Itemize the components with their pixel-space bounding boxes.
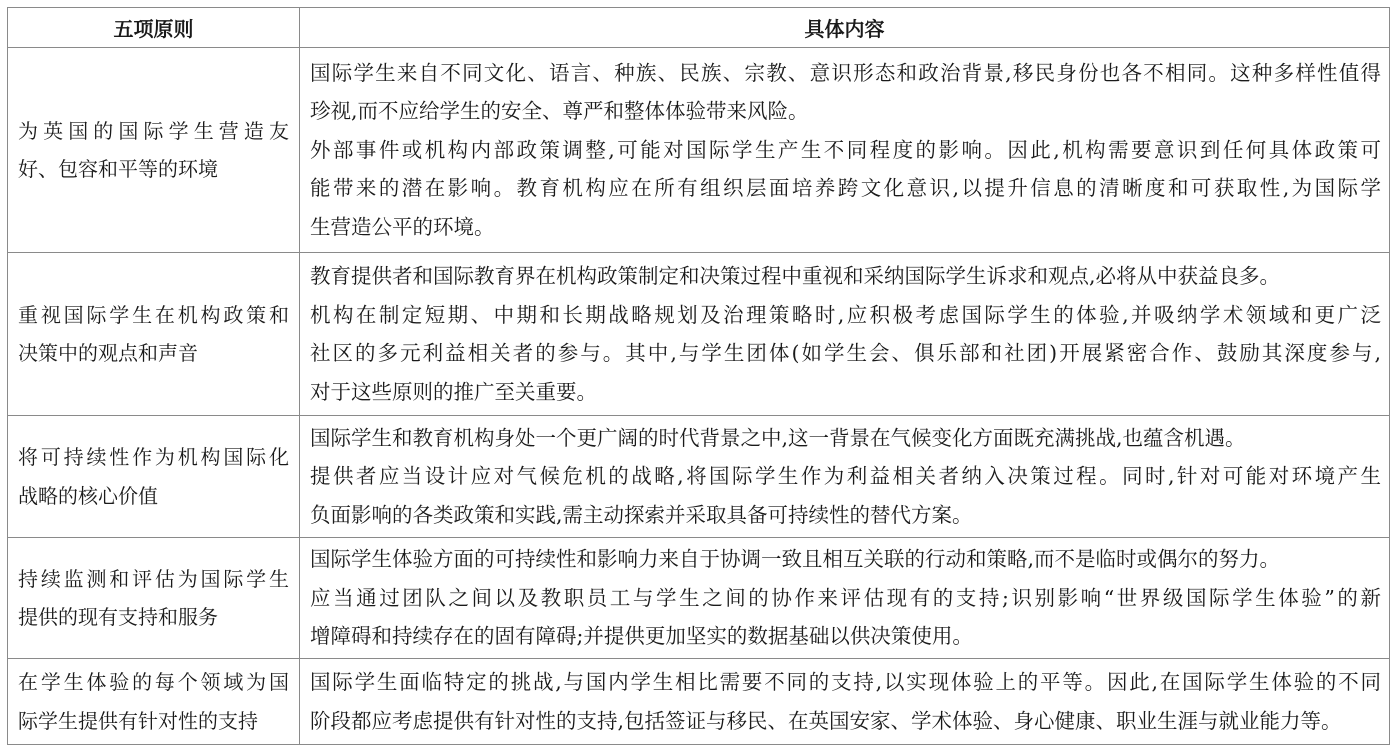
- principle-cell: [8, 253, 300, 416]
- table-row: [8, 538, 1390, 659]
- content-paragraph: [310, 54, 1381, 131]
- content-line: 能带来的潜在影响。教育机构应在所有组织层面培养跨文化意识,以提升信息的清晰度和可获取性,为国际学: [310, 176, 1381, 201]
- content-line: 提供者应当设计应对气候危机的战略,将国际学生作为利益相关者纳入决策过程。同时,针对可能对环境产生: [310, 464, 1381, 489]
- principle-line: 将可持续性作为机构国际化: [18, 445, 289, 469]
- content-line: 应当通过团队之间以及教职员工与学生之间的协作来评估现有的支持;识别影响“世界级国际学生体验”的新: [310, 585, 1381, 610]
- principle-line: 际学生提供有针对性的支持: [18, 708, 258, 733]
- principle-cell: [8, 538, 300, 659]
- content-cell: [300, 416, 1390, 538]
- principle-line: 提供的现有支持和服务: [18, 605, 218, 629]
- principle-cell: [8, 416, 300, 538]
- content-line: 教育提供者和国际教育界在机构政策制定和决策过程中重视和采纳国际学生诉求和观点,必将从中获益良多。: [310, 264, 1281, 288]
- content-line: 社区的多元利益相关者的参与。其中,与学生团体(如学生会、俱乐部和社团)开展紧密合作、鼓励其深度参与,: [310, 341, 1381, 365]
- principle-line: 好、包容和平等的环境: [18, 157, 218, 181]
- principles-table: [7, 7, 1390, 745]
- content-line: 国际学生体验方面的可持续性和影响力来自于协调一致且相互关联的行动和策略,而不是临时或偶尔的努力。: [310, 547, 1281, 572]
- content-line: 负面影响的各类政策和实践,需主动探索并采取具备可持续性的替代方案。: [310, 502, 973, 527]
- table-row: [8, 659, 1390, 745]
- principle-line: 持续监测和评估为国际学生: [18, 566, 289, 591]
- principle-line: 决策中的观点和声音: [18, 341, 198, 365]
- content-line: 对于这些原则的推广至关重要。: [310, 379, 597, 404]
- content-line: 增障碍和持续存在的固有障碍;并提供更加坚实的数据基础以供决策使用。: [310, 624, 973, 649]
- header-content: 具体内容: [300, 8, 1390, 48]
- content-line: 机构在制定短期、中期和长期战略规划及治理策略时,应积极考虑国际学生的体验,并吸纳学术领域和更广泛: [310, 302, 1381, 327]
- content-cell: [300, 659, 1390, 745]
- content-line: 生营造公平的环境。: [310, 214, 495, 239]
- principle-cell: [8, 48, 300, 253]
- content-line: 国际学生面临特定的挑战,与国内学生相比需要不同的支持,以实现体验上的平等。因此,在国际学生体验的不同: [310, 670, 1381, 694]
- content-line: 国际学生来自不同文化、语言、种族、民族、宗教、意识形态和政治背景,移民身份也各不相同。这种多样性值得: [310, 60, 1381, 85]
- content-line: 国际学生和教育机构身处一个更广阔的时代背景之中,这一背景在气候变化方面既充满挑战,也蕴含机遇。: [310, 425, 1246, 450]
- principle-line: 在学生体验的每个领域为国: [18, 670, 289, 694]
- content-paragraph: [310, 579, 1381, 656]
- content-paragraph: [310, 540, 1381, 579]
- content-cell: [300, 538, 1390, 659]
- content-cell: [300, 253, 1390, 416]
- content-paragraph: [310, 296, 1381, 412]
- content-line: 外部事件或机构内部政策调整,可能对国际学生产生不同程度的影响。因此,机构需要意识到任何具体政策可: [310, 137, 1381, 162]
- header-principles: 五项原则: [8, 8, 300, 48]
- principle-cell: [8, 659, 300, 745]
- table-row: [8, 48, 1390, 253]
- header-row: [8, 8, 1390, 48]
- content-paragraph: [310, 457, 1381, 534]
- principle-line: 重视国际学生在机构政策和: [18, 302, 289, 327]
- table-row: [8, 416, 1390, 538]
- principle-line: 为英国的国际学生营造友: [18, 118, 289, 143]
- content-paragraph: [310, 257, 1381, 296]
- content-paragraph: [310, 419, 1381, 458]
- content-cell: [300, 48, 1390, 253]
- principle-line: 战略的核心价值: [18, 483, 158, 508]
- content-paragraph: [310, 131, 1381, 247]
- content-paragraph: [310, 663, 1381, 740]
- content-line: 珍视,而不应给学生的安全、尊严和整体体验带来风险。: [310, 99, 809, 124]
- table-row: [8, 253, 1390, 416]
- content-line: 阶段都应考虑提供有针对性的支持,包括签证与移民、在英国安家、学术体验、身心健康、职业生涯与就业能力等。: [310, 708, 1342, 733]
